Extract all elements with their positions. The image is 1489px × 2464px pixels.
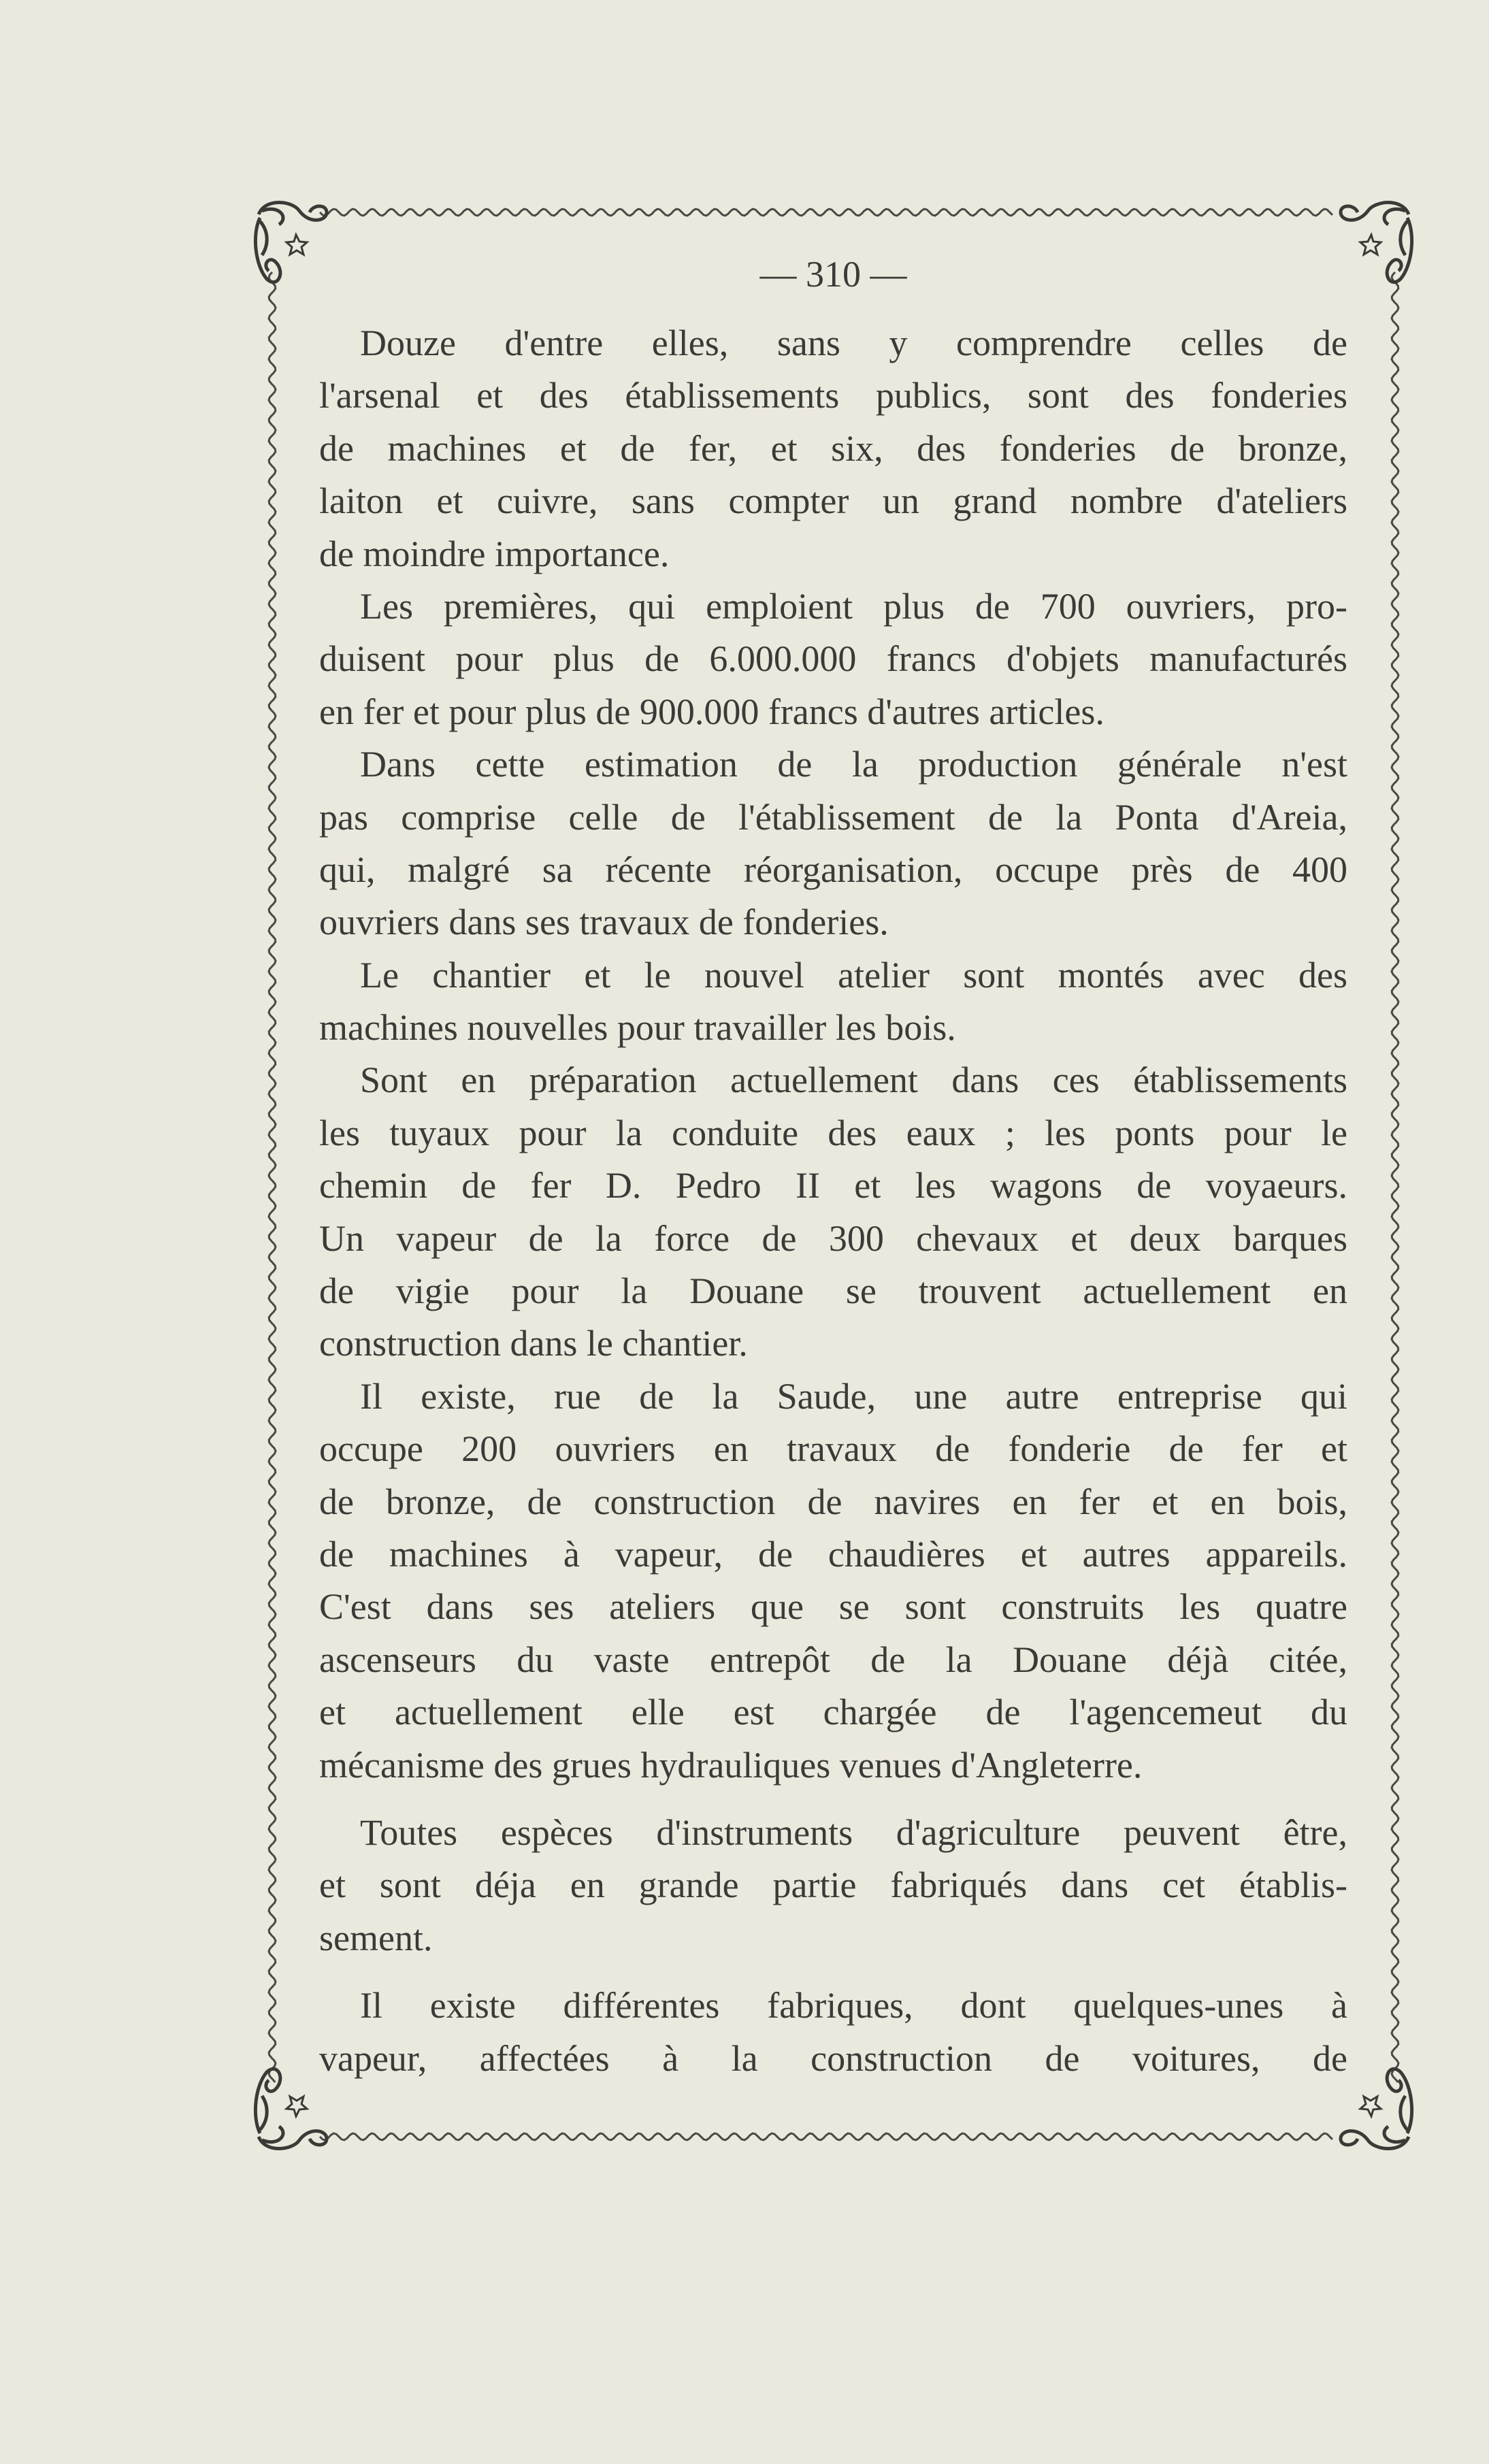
text-line: Le chantier et le nouvel atelier sont montés avec des — [360, 954, 1347, 996]
paragraph — [319, 738, 1347, 949]
text-line: Sont en préparation actuellement dans ces établissements — [360, 1059, 1347, 1101]
text-line: l'arsenal et des établissements publics, sont des fonderies — [319, 375, 1347, 416]
text-line: et actuellement elle est chargée de l'agencemeut du — [319, 1692, 1347, 1733]
text-line: Il existe, rue de la Saude, une autre entreprise qui — [360, 1375, 1347, 1417]
paragraph — [319, 1980, 1347, 2085]
corner-flourish-icon — [1341, 2069, 1412, 2148]
page-number: — 310 — — [759, 254, 907, 295]
paragraph — [319, 949, 1347, 1055]
paragraph — [319, 317, 1347, 580]
text-line: de bronze, de construction de navires en fer et en bois, — [319, 1481, 1347, 1522]
paragraph — [319, 1370, 1347, 1792]
text-line: qui, malgré sa récente réorganisation, occupe près de 400 — [319, 849, 1347, 890]
text-line: de machines à vapeur, de chaudières et autres appareils. — [319, 1533, 1347, 1575]
body-text — [319, 317, 1347, 2085]
wavy-border-line — [320, 209, 1332, 216]
text-line: en fer et pour plus de 900.000 francs d'autres articles. — [319, 691, 1105, 732]
corner-flourish-icon — [255, 203, 327, 282]
text-line: Les premières, qui emploient plus de 700 ouvriers, pro- — [360, 585, 1347, 627]
text-line: Douze d'entre elles, sans y comprendre celles de — [360, 323, 1347, 363]
text-line: duisent pour plus de 6.000.000 francs d'objets manufacturés — [319, 638, 1347, 680]
text-line: Toutes espèces d'instruments d'agriculture peuvent être, — [360, 1811, 1347, 1853]
text-line: de moindre importance. — [319, 533, 670, 574]
paragraph — [319, 1054, 1347, 1370]
text-line: pas comprise celle de l'établissement de la Ponta d'Areia, — [319, 796, 1347, 838]
text-line: de vigie pour la Douane se trouvent actuellement en — [319, 1270, 1347, 1312]
text-line: occupe 200 ouvriers en travaux de fonderie de fer et — [319, 1428, 1347, 1470]
text-line: ascenseurs du vaste entrepôt de la Douane déjà citée, — [319, 1639, 1347, 1680]
text-line: Il existe différentes fabriques, dont quelques-unes à — [360, 1985, 1347, 2026]
text-line: Un vapeur de la force de 300 chevaux et deux barques — [319, 1217, 1347, 1259]
paragraph — [319, 580, 1347, 738]
text-line: mécanisme des grues hydrauliques venues d'Angleterre. — [319, 1744, 1143, 1786]
corner-flourish-icon — [1341, 203, 1412, 282]
paragraph — [319, 1807, 1347, 1965]
text-line: machines nouvelles pour travailler les bois. — [319, 1007, 956, 1049]
text-line: C'est dans ses ateliers que se sont construits les quatre — [319, 1586, 1347, 1628]
wavy-border-line — [1392, 272, 1398, 2082]
text-line: construction dans le chantier. — [319, 1323, 748, 1364]
wavy-border-line — [320, 2133, 1332, 2140]
text-line: laiton et cuivre, sans compter un grand nombre d'ateliers — [319, 480, 1347, 522]
text-line: vapeur, affectées à la construction de voitures, de — [319, 2037, 1347, 2079]
text-line: sement. — [319, 1917, 433, 1958]
text-line: chemin de fer D. Pedro II et les wagons de voyaeurs. — [319, 1165, 1347, 1206]
text-line: ouvriers dans ses travaux de fonderies. — [319, 902, 889, 943]
wavy-border-line — [269, 272, 276, 2082]
text-line: les tuyaux pour la conduite des eaux ; les ponts pour le — [319, 1112, 1347, 1153]
corner-flourish-icon — [255, 2069, 327, 2148]
text-line: Dans cette estimation de la production générale n'est — [360, 744, 1347, 785]
text-line: de machines et de fer, et six, des fonderies de bronze, — [319, 427, 1347, 469]
text-line: et sont déja en grande partie fabriqués dans cet établis- — [319, 1865, 1347, 1906]
